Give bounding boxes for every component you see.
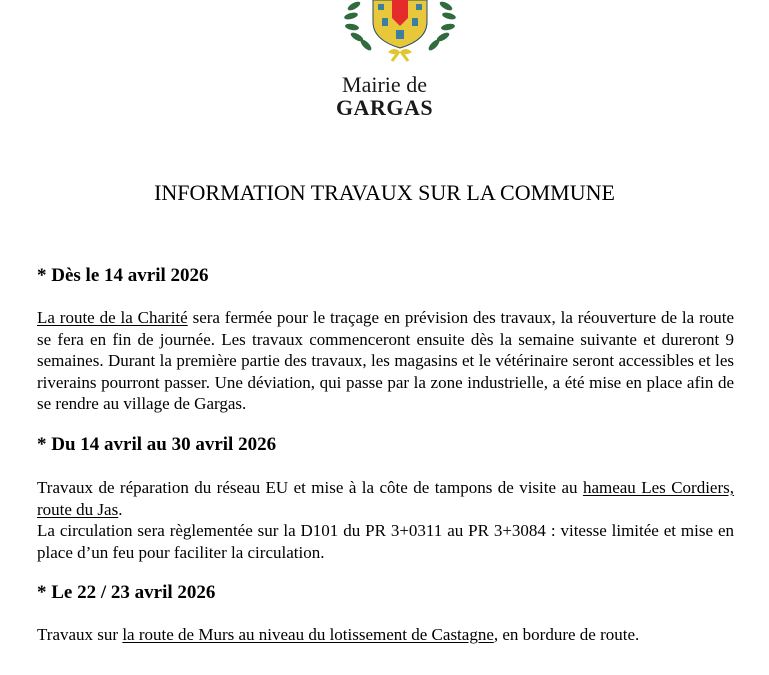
- section-3-text-after: , en bordure de route.: [493, 625, 640, 644]
- link-route-murs[interactable]: la route de Murs au niveau du lotissement de Castagne: [122, 625, 494, 644]
- section-body-1: [37, 307, 734, 415]
- section-1-text: sera fermée pour le traçage en prévision des travaux, la réouverture de la route se fera en fin de journée. Les travaux commenceront ensuite dès la semaine suivante et dureront 9 semaines. Durant la première partie des travaux, les magasins et le vétérinaire seront accessibles et les riverains pourront passer. Une déviation, qui passe par la zone industrielle, a été mise en place afin de se rendre au village de Gargas.: [37, 308, 734, 414]
- section-heading-3: * Le 22 / 23 avril 2026: [37, 582, 216, 603]
- logo-line-gargas: GARGAS: [335, 95, 434, 120]
- link-hameau-cordiers[interactable]: hameau Les Cordiers, route du Jas: [37, 478, 734, 519]
- section-body-3: [37, 624, 734, 646]
- section-heading-1: * Dès le 14 avril 2026: [37, 265, 209, 286]
- link-route-charite[interactable]: La route de la Charité: [37, 308, 188, 327]
- crest-icon: [340, 0, 460, 62]
- section-body-2: [37, 477, 734, 563]
- section-heading-2: * Du 14 avril au 30 avril 2026: [37, 434, 277, 455]
- section-2-text-before: Travaux de réparation du réseau EU et mise à la côte de tampons de visite au: [37, 478, 583, 497]
- section-2-text2: La circulation sera règlementée sur la D101 du PR 3+0311 au PR 3+3084 : vitesse limitée et mise en place d’un feu pour faciliter la circulation.: [37, 521, 734, 562]
- section-2-text-after: .: [118, 499, 123, 519]
- logo-line-mairie: Mairie de: [342, 72, 427, 97]
- page-title: INFORMATION TRAVAUX SUR LA COMMUNE: [154, 180, 615, 205]
- section-3-text-before: Travaux sur: [37, 625, 123, 644]
